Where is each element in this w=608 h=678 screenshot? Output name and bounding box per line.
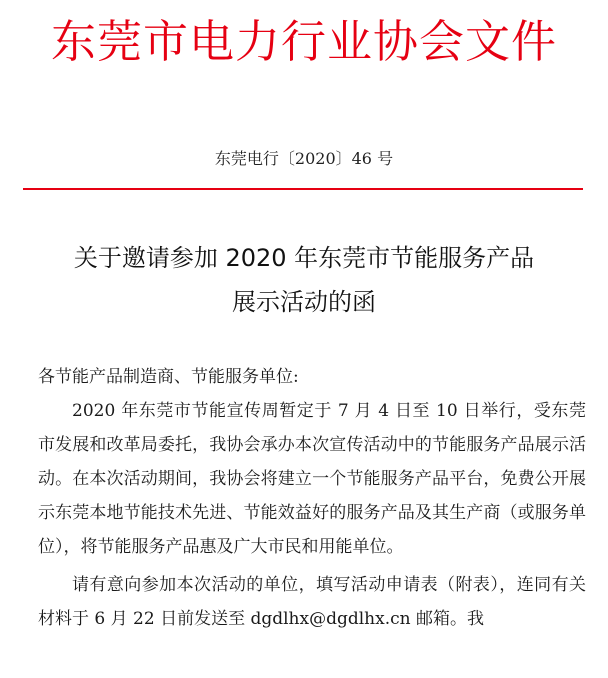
subject-line-2: 展示活动的函: [232, 288, 376, 316]
body-paragraph-2: 请有意向参加本次活动的单位，填写活动申请表（附表），连同有关材料于 6 月 22 日前发送至 dgdlhx@dgdlhx.cn 邮箱。我: [38, 575, 586, 629]
letter-subject: [0, 236, 608, 324]
letter-body: [38, 394, 586, 636]
red-divider-line: [23, 188, 583, 190]
salutation: 各节能产品制造商、节能服务单位:: [38, 367, 299, 387]
organization-title: 东莞市电力行业协会文件: [50, 15, 557, 68]
subject-line-1: 关于邀请参加 2020 年东莞市节能服务产品: [73, 244, 535, 272]
document-number: 东莞电行〔2020〕46 号: [214, 149, 394, 168]
body-paragraph-1: 2020 年东莞市节能宣传周暂定于 7 月 4 日至 10 日举行，受东莞市发展和改革局委托，我协会承办本次宣传活动中的节能服务产品展示活动。在本次活动期间，我协会将建立一个节能服务产品平台，免费公开展示东莞本地节能技术先进、节能效益好的服务产品及其生产商（或服务单位），将节能服务产品惠及广大市民和用能单位。: [38, 401, 586, 557]
